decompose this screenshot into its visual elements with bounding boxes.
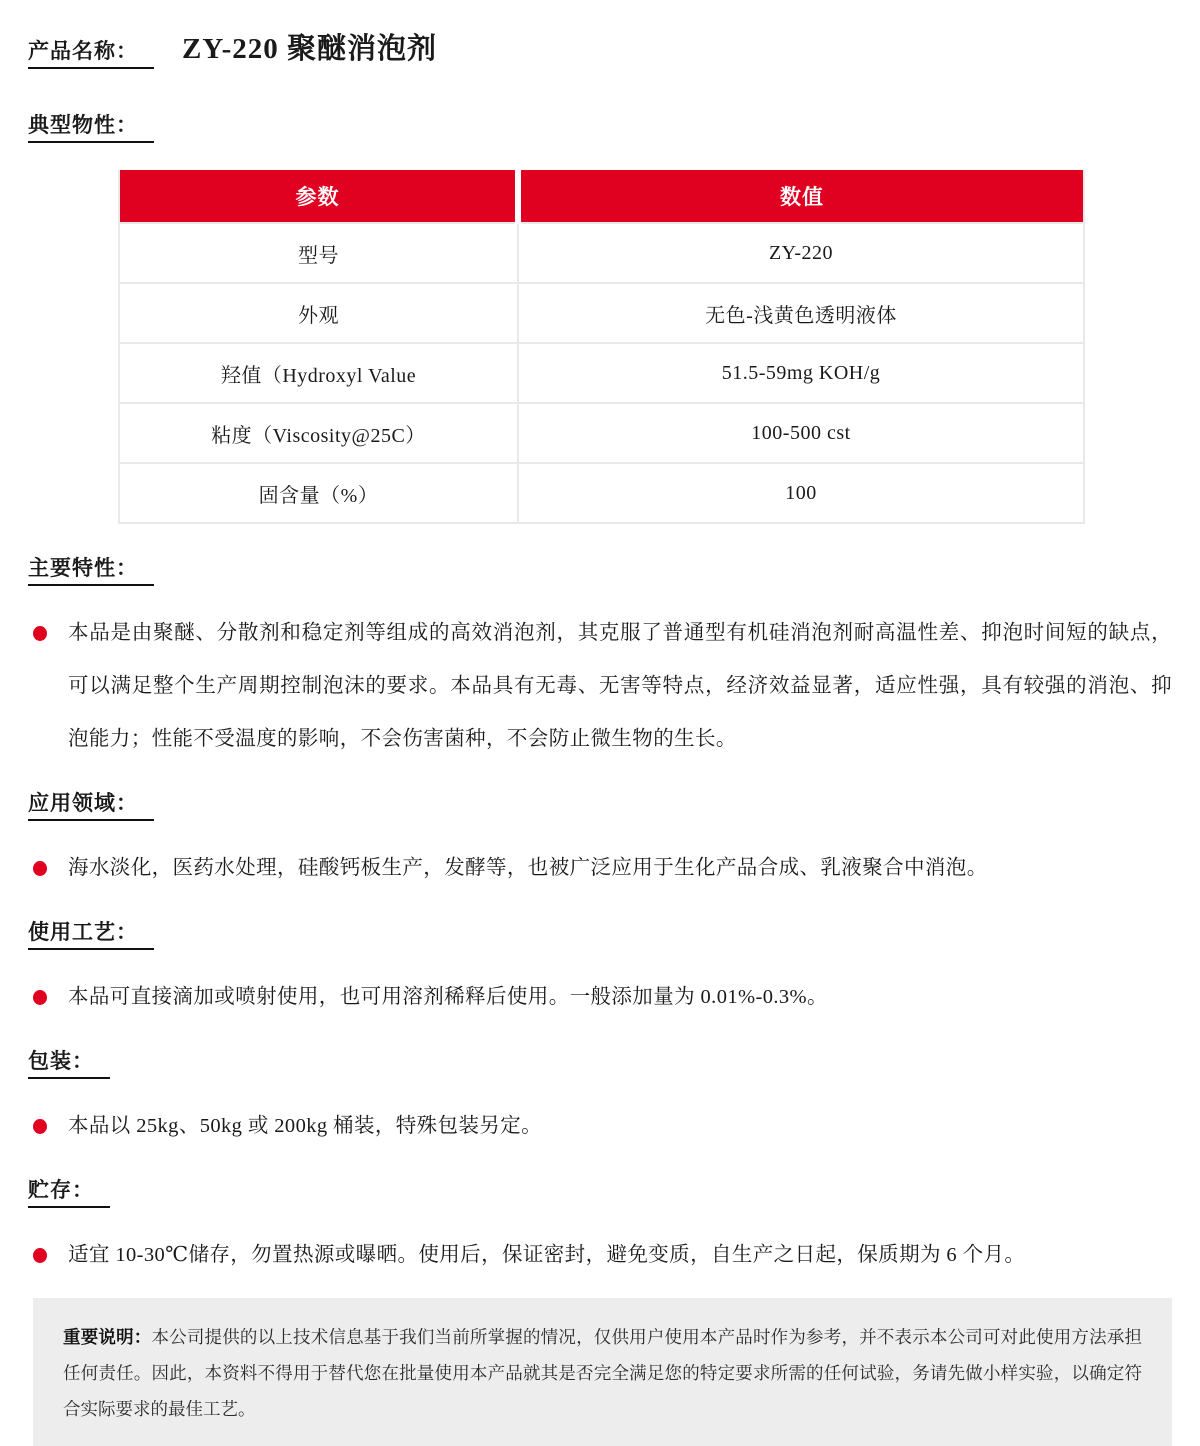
notice-text: 本公司提供的以上技术信息基于我们当前所掌握的情况，仅供用户使用本产品时作为参考，并不表示本公司可对此使用方法承担任何责任。因此，本资料不得用于替代您在批量使用本产品就其是否完全满足您的特定要求所需的任何试验，务请先做小样实验，以确定符合实际要求的最佳工艺。 <box>63 1327 1143 1419</box>
product-name-label: 产品名称： <box>28 35 154 69</box>
bullet-item-packaging <box>28 1100 1172 1153</box>
table-row-appearance <box>119 283 1084 343</box>
section-heading-packaging: 包装： <box>28 1045 110 1079</box>
document-header <box>28 26 1172 69</box>
notice-label: 重要说明： <box>63 1327 152 1347</box>
bullet-item-application-fields <box>28 842 1172 895</box>
cell-param: 固含量（%） <box>119 463 518 523</box>
bullet-dot-icon <box>33 1248 47 1263</box>
table-row-model <box>119 223 1084 283</box>
cell-value: 100 <box>518 463 1084 523</box>
cell-value: ZY-220 <box>518 223 1084 283</box>
cell-param: 型号 <box>119 223 518 283</box>
table-row-hydroxyl-value <box>119 343 1084 403</box>
cell-value: 51.5-59mg KOH/g <box>518 343 1084 403</box>
section-heading-typical-properties: 典型物性： <box>28 109 154 143</box>
bullet-item-usage-process <box>28 971 1172 1024</box>
cell-param: 粘度（Viscosity@25C） <box>119 403 518 463</box>
section-heading-storage: 贮存： <box>28 1174 110 1208</box>
table-row-viscosity <box>119 403 1084 463</box>
bullet-dot-icon <box>33 990 47 1005</box>
section-heading-application-fields: 应用领域： <box>28 787 154 821</box>
table-col-parameter: 参数 <box>119 170 518 223</box>
page-title: ZY-220 聚醚消泡剂 <box>182 33 438 65</box>
bullet-text: 适宜 10-30℃储存，勿置热源或曝晒。使用后，保证密封，避免变质，自生产之日起，保质期为 6 个月。 <box>68 1244 1026 1266</box>
bullet-text: 本品是由聚醚、分散剂和稳定剂等组成的高效消泡剂，其克服了普通型有机硅消泡剂耐高温性差、抑泡时间短的缺点，可以满足整个生产周期控制泡沫的要求。本品具有无毒、无害等特点，经济效益显著，适应性强，具有较强的消泡、抑泡能力；性能不受温度的影响，不会伤害菌种，不会防止微生物的生长。 <box>68 622 1172 750</box>
table-header-row <box>119 170 1084 223</box>
bullet-dot-icon <box>33 861 47 876</box>
cell-param: 羟值（Hydroxyl Value <box>119 343 518 403</box>
bullet-item-main-features <box>28 607 1172 766</box>
notice-paragraph <box>63 1319 1142 1427</box>
bullet-dot-icon <box>33 1119 47 1134</box>
bullet-item-storage <box>28 1229 1172 1282</box>
cell-param: 外观 <box>119 283 518 343</box>
bullet-text: 海水淡化，医药水处理，硅酸钙板生产，发酵等，也被广泛应用于生化产品合成、乳液聚合中消泡。 <box>68 857 988 879</box>
bullet-text: 本品以 25kg、50kg 或 200kg 桶装，特殊包装另定。 <box>68 1115 543 1137</box>
bullet-text: 本品可直接滴加或喷射使用，也可用溶剂稀释后使用。一般添加量为 0.01%-0.3%。 <box>68 986 828 1008</box>
bullet-dot-icon <box>33 626 47 641</box>
properties-table <box>118 170 1085 524</box>
table-col-value: 数值 <box>518 170 1084 223</box>
notice-box <box>33 1298 1172 1446</box>
section-heading-usage-process: 使用工艺： <box>28 916 154 950</box>
cell-value: 100-500 cst <box>518 403 1084 463</box>
section-heading-main-features: 主要特性： <box>28 552 154 586</box>
cell-value: 无色-浅黄色透明液体 <box>518 283 1084 343</box>
table-row-solid-content <box>119 463 1084 523</box>
